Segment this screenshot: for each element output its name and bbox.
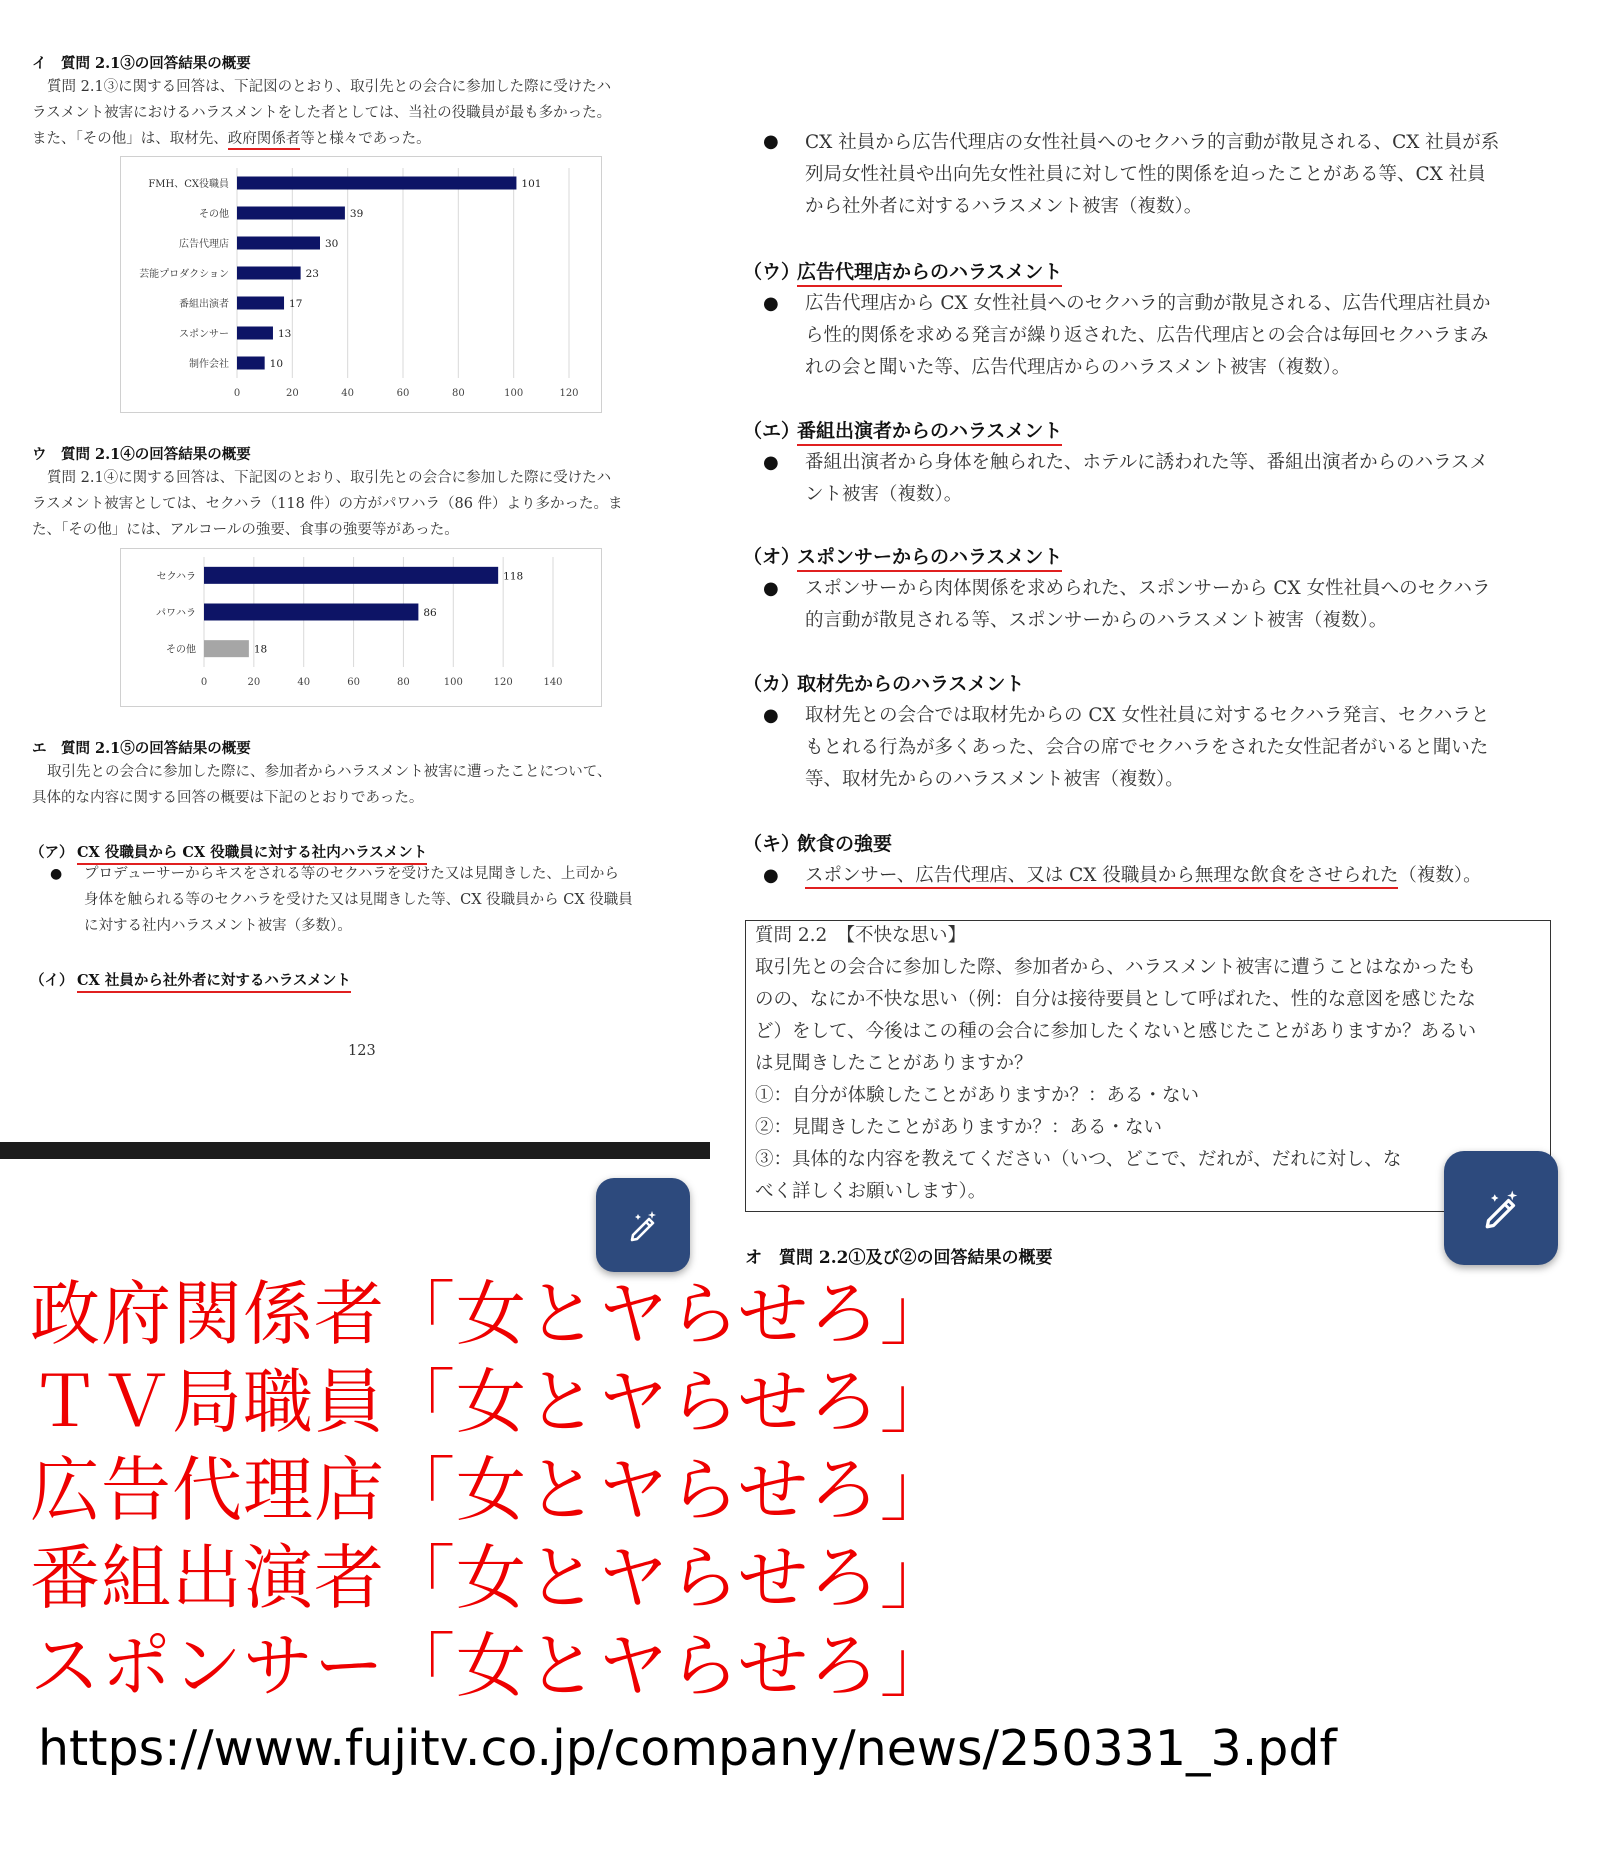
x-tick-label: 20 (285, 388, 299, 399)
para-e-1: 取引先との会合に参加した際に、参加者からハラスメント被害に遭ったことについて、 (47, 764, 612, 780)
sec-ka-line-3: 等、取材先からのハラスメント被害（複数）。 (805, 769, 1184, 790)
bar (237, 267, 301, 280)
sec-u-marker: （ウ） (743, 261, 801, 283)
bar (237, 207, 345, 220)
x-tick-label: 0 (200, 677, 208, 688)
section-heading-u: ウ 質問 2.1④の回答結果の概要 (32, 446, 251, 463)
category-label: スポンサー (179, 329, 229, 340)
category-label: その他 (166, 644, 196, 656)
data-label: 118 (503, 570, 524, 583)
sub-a-marker: （ア） (30, 844, 74, 861)
data-label: 101 (521, 178, 542, 190)
bar-chart-perpetrators (121, 157, 601, 412)
data-label: 18 (253, 643, 268, 656)
section-heading-e: エ 質問 2.1⑤の回答結果の概要 (32, 740, 251, 757)
overlay-line-5: スポンサー「女とヤらせろ」 (30, 1625, 951, 1707)
question-option-2: ②：見聞きしたことがありますか？：ある・ない (755, 1117, 1163, 1138)
para-u-3: た、「その他」には、アルコールの強要、食事の強要等があった。 (32, 522, 459, 538)
x-tick-label: 0 (233, 388, 241, 399)
question-option-1: ①：自分が体験したことがありますか？：ある・ない (755, 1085, 1200, 1106)
sec-ka-marker: （カ） (743, 673, 801, 695)
overlay-line-1: 政府関係者「女とヤらせろ」 (30, 1273, 951, 1355)
overlay-line-2: ＴＶ局職員「女とヤらせろ」 (30, 1361, 951, 1443)
question-option-3: ③：具体的な内容を教えてください（いつ、どこで、だれが、だれに対し、な (755, 1149, 1402, 1170)
para-i-3a: また、「その他」は、取材先、 (32, 131, 228, 147)
sec-ki-line-rest: （複数）。 (1398, 865, 1482, 886)
bullet-top-line-3: から社外者に対するハラスメント被害（複数）。 (805, 196, 1203, 217)
overlay-line-4: 番組出演者「女とヤらせろ」 (30, 1537, 951, 1619)
bar (237, 327, 273, 340)
para-u-2: ラスメント被害としては、セクハラ（118 件）の方がパワハラ（86 件）より多かった。ま (32, 496, 623, 512)
sec-u-title: 広告代理店からのハラスメント (797, 257, 1062, 287)
sec-u-line-2: ら性的関係を求める発言が繰り返された、広告代理店との会合は毎回セクハラまみ (805, 325, 1489, 346)
sec-e-marker: （エ） (743, 420, 801, 442)
question-line-1: 取引先との会合に参加した際、参加者から、ハラスメント被害に遭うことはなかったも (755, 957, 1476, 978)
category-label: パワハラ (156, 608, 196, 619)
sec-e-line-2: ント被害（複数）。 (805, 484, 963, 505)
category-label: その他 (199, 209, 229, 220)
question-line-3: ど）をして、今後はこの種の会合に参加したくないと感じたことがありますか？あるい (755, 1021, 1477, 1042)
x-tick-label: 80 (397, 677, 410, 688)
question-line-2: のの、なにか不快な思い（例：自分は接待要員として呼ばれた、性的な意図を感じたな (755, 989, 1476, 1010)
x-tick-label: 20 (247, 677, 261, 688)
page-divider (0, 1142, 710, 1159)
bar (204, 604, 418, 621)
sec-ki-line-underlined: スポンサー、広告代理店、又は CX 役職員から無理な飲食をさせられた (805, 865, 1398, 889)
sec-o-line-2: 的言動が散見される等、スポンサーからのハラスメント被害（複数）。 (805, 610, 1388, 631)
bullet-icon: ● (763, 131, 779, 152)
category-label: 制作会社 (189, 359, 229, 370)
highlight-government: 政府関係者 (228, 131, 301, 150)
question-line-4: は見聞きしたことがありますか？ (755, 1053, 1033, 1074)
sec-e-line-1: 番組出演者から身体を触られた、ホテルに誘われた等、番組出演者からのハラスメ (805, 452, 1489, 473)
bullet-icon: ● (763, 865, 779, 886)
sub-i-title: CX 社員から社外者に対するハラスメント (77, 969, 351, 993)
annotate-button-right[interactable] (1444, 1151, 1558, 1265)
para-i-2: ラスメント被害におけるハラスメントをした者としては、当社の役職員が最も多かった。 (32, 105, 612, 121)
chart-perpetrators (120, 156, 602, 413)
annotate-button-left[interactable] (596, 1178, 690, 1272)
bullet-icon: ● (50, 866, 63, 882)
source-url[interactable]: https://www.fujitv.co.jp/company/news/250331_3.pdf (38, 1720, 1337, 1777)
bullet-icon: ● (763, 578, 779, 599)
data-label: 30 (325, 238, 339, 250)
sec-o-title: スポンサーからのハラスメント (797, 542, 1062, 572)
bar (204, 640, 249, 657)
x-tick-label: 40 (297, 677, 311, 688)
x-tick-label: 60 (347, 677, 360, 688)
sub-i-marker: （イ） (30, 972, 74, 989)
bar (237, 297, 284, 310)
bullet-icon: ● (763, 452, 779, 473)
question-option-3-cont: べく詳しくお願いします）。 (755, 1181, 987, 1202)
section-heading-i: イ 質問 2.1③の回答結果の概要 (32, 55, 251, 72)
sec-o-line-1: スポンサーから肉体関係を求められた、スポンサーから CX 女性社員へのセクハラ (805, 578, 1491, 599)
sec-u-line-3: れの会と聞いた等、広告代理店からのハラスメント被害（複数）。 (805, 357, 1351, 378)
sub-a-line-3: に対する社内ハラスメント被害（多数）。 (84, 918, 352, 934)
x-tick-label: 100 (443, 677, 463, 688)
x-tick-label: 100 (504, 388, 524, 399)
bullet-top-line-2: 列局女性社員や出向先女性社員に対して性的関係を迫ったことがある等、CX 社員 (805, 164, 1486, 185)
category-label: FMH、CX役職員 (148, 179, 229, 190)
x-tick-label: 140 (543, 677, 563, 688)
section-heading-o2: オ 質問 2.2①及び②の回答結果の概要 (745, 1248, 1053, 1268)
x-tick-label: 120 (493, 677, 513, 688)
bar (237, 177, 516, 190)
sub-a-line-1: プロデューサーからキスをされる等のセクハラを受けた又は見聞きした、上司から (84, 866, 619, 882)
sub-a-line-2: 身体を触られる等のセクハラを受けた又は見聞きした等、CX 役職員から CX 役職員 (84, 892, 633, 908)
page-number: 123 (348, 1043, 376, 1059)
bullet-icon: ● (763, 705, 779, 726)
sec-ki-title: 飲食の強要 (797, 833, 893, 855)
data-label: 10 (269, 358, 284, 370)
category-label: 広告代理店 (179, 239, 229, 250)
x-tick-label: 120 (559, 388, 579, 399)
bar (237, 237, 320, 250)
para-u-1: 質問 2.1④に関する回答は、下記図のとおり、取引先との会合に参加した際に受けたハ (47, 470, 612, 486)
sec-e-title: 番組出演者からのハラスメント (797, 416, 1062, 446)
sub-a-title: CX 役職員から CX 役職員に対する社内ハラスメント (77, 841, 427, 865)
bullet-icon: ● (763, 293, 779, 314)
pen-sparkle-icon (623, 1205, 663, 1245)
para-i-3 (32, 126, 431, 153)
sec-ki-marker: （キ） (743, 833, 801, 855)
sec-ki-line (805, 860, 1482, 892)
pen-sparkle-icon (1476, 1183, 1526, 1233)
x-tick-label: 80 (451, 388, 465, 399)
question-title: 質問 2.2 【不快な思い】 (755, 925, 967, 946)
sec-ka-line-1: 取材先との会合では取材先からの CX 女性社員に対するセクハラ発言、セクハラと (805, 705, 1490, 726)
bar-chart-harassment-types (121, 549, 601, 706)
data-label: 86 (423, 607, 437, 619)
overlay-line-3: 広告代理店「女とヤらせろ」 (30, 1449, 951, 1531)
bar (237, 357, 265, 370)
sec-ka-title: 取材先からのハラスメント (797, 673, 1025, 695)
data-label: 39 (349, 208, 364, 220)
bullet-top-line-1: CX 社員から広告代理店の女性社員へのセクハラ的言動が散見される、CX 社員が系 (805, 132, 1500, 153)
data-label: 13 (277, 328, 292, 340)
category-label: 芸能プロダクション (139, 269, 229, 280)
category-label: 番組出演者 (179, 299, 229, 310)
x-tick-label: 60 (396, 388, 410, 399)
para-i-1: 質問 2.1③に関する回答は、下記図のとおり、取引先との会合に参加した際に受けたハ (47, 79, 612, 95)
data-label: 23 (305, 268, 320, 280)
bar (204, 567, 498, 584)
category-label: セクハラ (156, 571, 196, 583)
data-label: 17 (289, 298, 303, 310)
sec-ka-line-2: もとれる行為が多くあった、会合の席でセクハラをされた女性記者がいると聞いた (805, 737, 1489, 758)
para-i-3c: 等と様々であった。 (300, 131, 431, 147)
sec-u-line-1: 広告代理店から CX 女性社員へのセクハラ的言動が散見される、広告代理店社員か (805, 293, 1491, 314)
chart-harassment-types (120, 548, 602, 707)
sec-o-marker: （オ） (743, 546, 801, 568)
x-tick-label: 40 (341, 388, 355, 399)
question-box (745, 920, 1551, 1212)
para-e-2: 具体的な内容に関する回答の概要は下記のとおりであった。 (32, 790, 424, 806)
